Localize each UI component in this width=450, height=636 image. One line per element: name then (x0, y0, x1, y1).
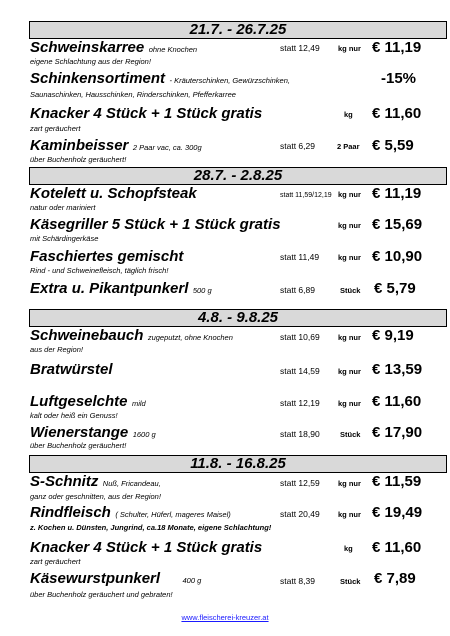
item-name: Knacker 4 Stück + 1 Stück gratis (30, 539, 263, 556)
item-statt: statt 18,90 (280, 429, 320, 439)
item-name: Luftgeselchte (30, 393, 128, 410)
item-price: € 5,59 (372, 137, 414, 154)
item-sub: z. Kochen u. Dünsten, Jungrind, ca.18 Monate, eigene Schlachtung! (30, 523, 272, 532)
item-unit: Stück (340, 286, 361, 295)
item-name: Schweinebauch (30, 327, 144, 344)
item-unit: 2 Paar (337, 142, 360, 151)
item-row (30, 424, 156, 442)
item-statt-row (280, 189, 332, 199)
item-price: -15% (381, 70, 417, 87)
item-sub: natur oder mariniert (30, 203, 96, 212)
item-price: € 5,79 (374, 280, 416, 297)
item-row (30, 248, 183, 266)
item-statt: statt 20,49 (280, 509, 320, 519)
item-name: Faschiertes gemischt (30, 248, 184, 265)
item-name: Käsegriller 5 Stück + 1 Stück gratis (30, 216, 281, 233)
item-sub: mit Schärdingerkäse (30, 234, 99, 243)
item-price: € 7,89 (374, 570, 416, 587)
item-statt: statt 12,59 (280, 478, 320, 488)
item-sub: über Buchenholz geräuchert! (30, 441, 127, 450)
item-unit: kg (344, 544, 353, 553)
item-price: € 11,19 (372, 185, 422, 202)
item-price: € 9,19 (372, 327, 414, 344)
item-row (30, 504, 231, 522)
item-statt: statt 11,59/12,19 (280, 192, 332, 199)
item-unit: kg nur (338, 399, 361, 408)
item-desc: - Kräuterschinken, Gewürzschinken, (169, 76, 290, 85)
website-link[interactable]: www.fleischerei-kreuzer.at (181, 613, 269, 622)
item-unit: kg nur (338, 367, 361, 376)
item-statt: statt 14,59 (280, 366, 320, 376)
item-price: € 17,90 (372, 424, 423, 441)
item-sub: aus der Region! (30, 345, 83, 354)
item-desc: Nuß, Fricandeau, (102, 479, 161, 488)
item-unit: kg nur (338, 221, 361, 230)
item-desc: ohne Knochen (148, 45, 198, 54)
item-name: Rindfleisch (30, 504, 111, 521)
item-sub: über Buchenholz geräuchert! (30, 155, 127, 164)
item-row (30, 70, 290, 88)
item-unit: kg nur (338, 333, 361, 342)
item-name: Kotelett u. Schopfsteak (30, 185, 197, 202)
item-desc: 1600 g (132, 430, 156, 439)
item-row (30, 280, 212, 298)
item-desc: zugeputzt, ohne Knochen (147, 333, 233, 342)
item-statt: statt 10,69 (280, 332, 320, 342)
item-price: € 10,90 (372, 248, 423, 265)
week-header: 21.7. - 26.7.25 (29, 21, 447, 39)
item-unit: Stück (340, 430, 361, 439)
item-sub: zart geräuchert (30, 124, 81, 133)
item-name: S-Schnitz (30, 473, 99, 490)
item-name: Schweinskarree (30, 39, 145, 56)
item-name: Knacker 4 Stück + 1 Stück gratis (30, 105, 263, 122)
item-statt: statt 8,39 (280, 576, 315, 586)
item-price: € 19,49 (372, 504, 423, 521)
item-row (30, 185, 197, 203)
item-desc: 500 g (192, 286, 212, 295)
item-row (30, 105, 262, 123)
item-price: € 15,69 (372, 216, 423, 233)
item-unit: kg nur (338, 190, 361, 199)
item-sub: kalt oder heiß ein Genuss! (30, 411, 118, 420)
item-statt: statt 6,29 (280, 141, 315, 151)
item-sub: zart geräuchert (30, 557, 81, 566)
item-name: Extra u. Pikantpunkerl (30, 280, 189, 297)
item-row (30, 361, 113, 379)
item-desc: 400 g (182, 576, 202, 585)
item-desc: 2 Paar vac, ca. 300g (132, 143, 202, 152)
week-header: 28.7. - 2.8.25 (29, 167, 447, 185)
item-price: € 11,19 (372, 39, 422, 56)
item-sub: Saunaschinken, Hausschinken, Rinderschinken, Pfefferkarree (30, 90, 236, 99)
item-unit: kg nur (338, 510, 361, 519)
item-sub: über Buchenholz geräuchert und gebraten! (30, 590, 173, 599)
item-price: € 13,59 (372, 361, 423, 378)
item-unit: Stück (340, 577, 361, 586)
item-unit: kg (344, 110, 353, 119)
item-statt: statt 12,19 (280, 398, 320, 408)
item-name: Kaminbeisser (30, 137, 129, 154)
item-statt: statt 11,49 (280, 252, 320, 262)
item-sub: Rind - und Schweinefleisch, täglich frisch! (30, 266, 169, 275)
item-row (30, 216, 281, 234)
item-unit: kg nur (338, 253, 361, 262)
item-name: Schinkensortiment (30, 70, 166, 87)
item-row (30, 39, 197, 57)
item-price: € 11,59 (372, 473, 422, 490)
item-name: Bratwürstel (30, 361, 113, 378)
item-name: Käsewurstpunkerl (30, 570, 161, 587)
item-desc: mild (131, 399, 146, 408)
item-row (30, 570, 201, 588)
item-statt: statt 6,89 (280, 285, 315, 295)
item-price: € 11,60 (372, 393, 422, 410)
item-row (30, 137, 202, 155)
item-unit: kg nur (338, 479, 361, 488)
item-desc: ( Schulter, Hüferl, mageres Maisel) (115, 510, 231, 519)
item-price: € 11,60 (372, 105, 422, 122)
item-unit: kg nur (338, 44, 361, 53)
item-sub: ganz oder geschnitten, aus der Region! (30, 492, 161, 501)
item-statt: statt 12,49 (280, 43, 320, 53)
item-price: € 11,60 (372, 539, 422, 556)
item-row (30, 327, 233, 345)
week-header: 4.8. - 9.8.25 (29, 309, 447, 327)
item-row (30, 473, 161, 491)
week-header: 11.8. - 16.8.25 (29, 455, 447, 473)
item-row (30, 393, 146, 411)
item-sub: eigene Schlachtung aus der Region! (30, 57, 151, 66)
item-row (30, 539, 262, 557)
item-name: Wienerstange (30, 424, 129, 441)
